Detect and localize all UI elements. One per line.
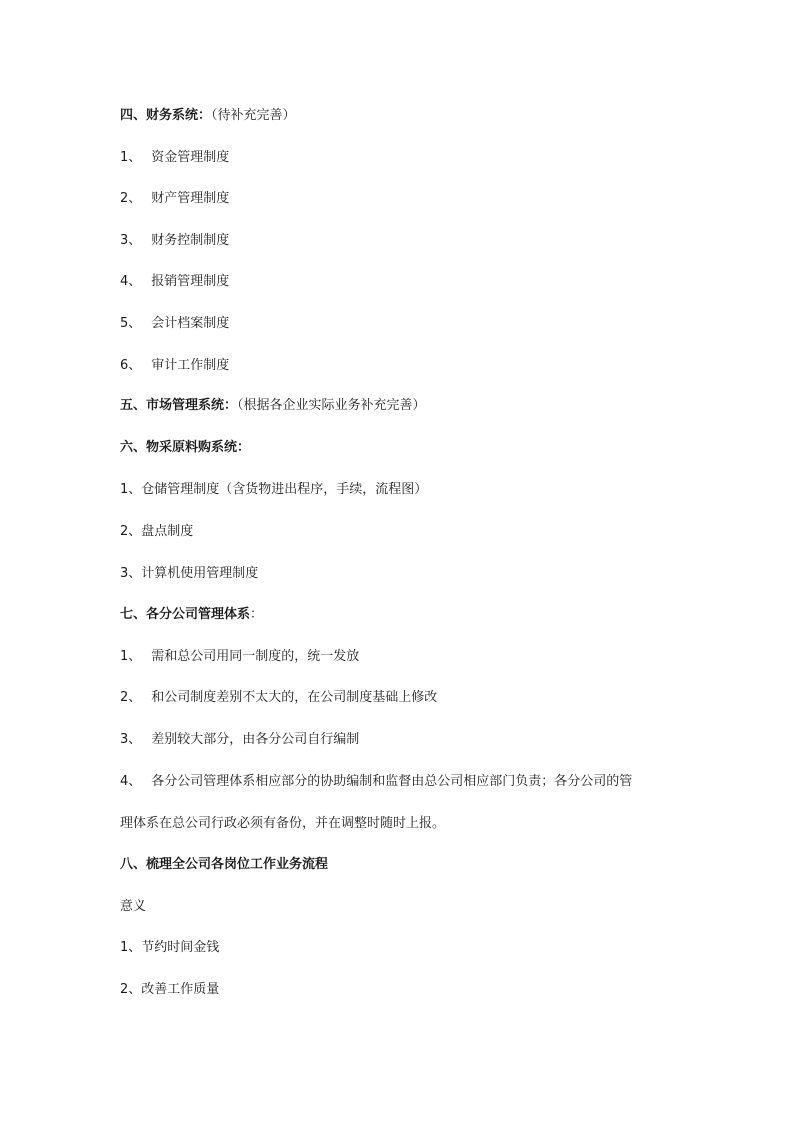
section-7-colon: ： <box>250 607 264 622</box>
section-7-heading: 七、各分公司管理体系 <box>120 607 251 622</box>
item-text: 差别较大部分，由各分公司自行编制 <box>151 732 360 747</box>
list-item <box>120 649 359 665</box>
item-text: 财产管理制度 <box>151 191 230 206</box>
section-5-heading: 五、市场管理系统： <box>120 398 238 413</box>
item-number: 6、 <box>120 358 142 373</box>
item-text: 审计工作制度 <box>151 358 230 373</box>
list-item <box>120 274 229 290</box>
item-number: 4、 <box>120 774 142 789</box>
item-text: 会计档案制度 <box>151 316 230 331</box>
item-number: 1、 <box>120 649 142 664</box>
list-item <box>120 233 229 249</box>
item-text: 资金管理制度 <box>151 150 230 165</box>
list-item-continuation: 理体系在总公司行政必须有备份，并在调整时随时上报。 <box>120 816 446 831</box>
item-number: 3、 <box>120 233 142 248</box>
list-item: 1、节约时间金钱 <box>120 940 220 955</box>
list-item <box>120 774 632 790</box>
section-8-subheading: 意义 <box>120 899 147 914</box>
section-5-heading-line <box>120 398 426 414</box>
list-item <box>120 690 437 706</box>
list-item <box>120 732 359 748</box>
item-text: 报销管理制度 <box>151 274 230 289</box>
list-item <box>120 358 229 374</box>
list-item <box>120 150 229 166</box>
section-5-note: （根据各企业实际业务补充完善） <box>237 398 426 413</box>
section-4-note: （待补充完善） <box>211 108 296 123</box>
list-item: 2、改善工作质量 <box>120 982 220 997</box>
item-number: 3、 <box>120 732 142 747</box>
section-8-heading: 八、梳理全公司各岗位工作业务流程 <box>120 857 329 872</box>
item-text: 财务控制制度 <box>151 233 230 248</box>
list-item <box>120 316 229 332</box>
item-number: 2、 <box>120 191 142 206</box>
list-item: 3、计算机使用管理制度 <box>120 566 259 581</box>
section-4-heading: 四、财务系统： <box>120 108 212 123</box>
item-number: 5、 <box>120 316 142 331</box>
section-7-heading-line <box>120 607 263 623</box>
list-item: 1、仓储管理制度（含货物进出程序，手续，流程图） <box>120 482 428 497</box>
item-text: 需和总公司用同一制度的，统一发放 <box>151 649 360 664</box>
item-number: 1、 <box>120 150 142 165</box>
item-number: 4、 <box>120 274 142 289</box>
item-text: 各分公司管理体系相应部分的协助编制和监督由总公司相应部门负责；各分公司的管 <box>151 774 633 789</box>
list-item: 2、盘点制度 <box>120 524 194 539</box>
list-item <box>120 191 229 207</box>
item-number: 2、 <box>120 690 142 705</box>
item-text: 和公司制度差别不太大的，在公司制度基础上修改 <box>151 690 438 705</box>
section-6-heading: 六、物采原料购系统： <box>120 440 251 455</box>
section-4-heading-line <box>120 108 296 124</box>
